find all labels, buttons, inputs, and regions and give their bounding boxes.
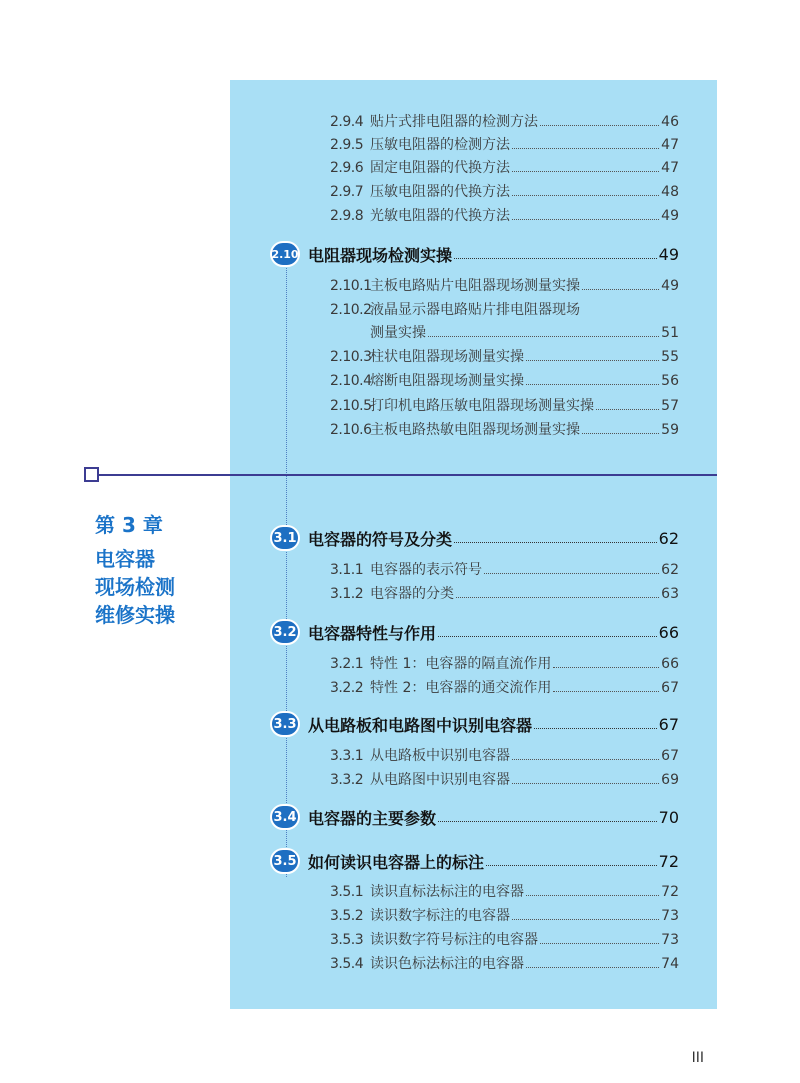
toc-entry[interactable] — [330, 769, 679, 791]
entry-page: 72 — [661, 884, 679, 900]
entry-title: 读识数字符号标注的电容器 — [370, 932, 538, 948]
entry-page: 74 — [661, 956, 679, 972]
leader-dots — [512, 171, 659, 172]
toc-entry[interactable] — [330, 111, 679, 133]
entry-page: 59 — [661, 422, 679, 438]
leader-dots — [484, 573, 659, 574]
entry-page: 55 — [661, 349, 679, 365]
entry-page: 49 — [661, 278, 679, 294]
toc-entry[interactable] — [330, 134, 679, 156]
entry-page: 67 — [661, 680, 679, 696]
entry-title-continued: 测量实操 — [370, 325, 426, 341]
entry-page: 67 — [661, 748, 679, 764]
entry-title: 特性 1：电容器的隔直流作用 — [370, 656, 552, 672]
toc-entry[interactable] — [330, 953, 679, 975]
section-page: 49 — [658, 244, 679, 264]
entry-title: 贴片式排电阻器的检测方法 — [370, 114, 538, 130]
section-badge: 3.1 — [270, 525, 300, 551]
leader-dots — [454, 258, 657, 259]
entry-page: 63 — [661, 586, 679, 602]
entry-title: 光敏电阻器的代换方法 — [370, 208, 510, 224]
toc-entry[interactable] — [330, 395, 679, 417]
leader-dots — [534, 728, 657, 729]
entry-title: 压敏电阻器的检测方法 — [370, 137, 510, 153]
leader-dots — [428, 336, 659, 337]
chapter-number: 第 3 章 — [95, 513, 163, 537]
section-page: 72 — [658, 851, 679, 871]
entry-number: 3.5.3 — [330, 932, 364, 948]
section-badge: 2.10 — [270, 241, 300, 267]
entry-title: 从电路板中识别电容器 — [370, 748, 510, 764]
entry-title: 柱状电阻器现场测量实操 — [370, 349, 524, 365]
entry-title: 液晶显示器电路贴片排电阻器现场 — [370, 302, 580, 318]
section-badge: 3.2 — [270, 619, 300, 645]
toc-entry[interactable] — [330, 677, 679, 699]
toc-entry[interactable] — [330, 299, 679, 321]
toc-section[interactable] — [270, 710, 679, 738]
entry-page: 56 — [661, 373, 679, 389]
entry-page: 73 — [661, 932, 679, 948]
leader-dots — [582, 433, 659, 434]
section-page: 66 — [658, 622, 679, 642]
toc-section[interactable] — [270, 524, 679, 552]
entry-number: 2.9.4 — [330, 114, 364, 130]
toc-section[interactable] — [270, 240, 679, 268]
toc-entry[interactable] — [330, 881, 679, 903]
leader-dots — [454, 542, 657, 543]
toc-entry[interactable] — [330, 583, 679, 605]
leader-dots — [512, 219, 659, 220]
entry-page: 51 — [661, 325, 679, 341]
toc-entry[interactable] — [330, 653, 679, 675]
entry-number: 2.10.2 — [330, 302, 372, 318]
entry-title: 打印机电路压敏电阻器现场测量实操 — [370, 398, 594, 414]
entry-number: 3.2.2 — [330, 680, 364, 696]
leader-dots — [582, 289, 659, 290]
entry-number: 3.5.2 — [330, 908, 364, 924]
chapter-title-line: 现场检测 — [95, 575, 175, 599]
entry-page: 69 — [661, 772, 679, 788]
entry-number: 2.9.8 — [330, 208, 364, 224]
entry-title: 熔断电阻器现场测量实操 — [370, 373, 524, 389]
toc-section[interactable] — [270, 618, 679, 646]
toc-section[interactable] — [270, 847, 679, 875]
section-title: 从电路板和电路图中识别电容器 — [308, 715, 533, 735]
leader-dots — [526, 895, 659, 896]
entry-page: 48 — [661, 184, 679, 200]
leader-dots — [438, 636, 657, 637]
chapter-title-line: 电容器 — [95, 547, 155, 571]
entry-number: 3.3.2 — [330, 772, 364, 788]
chapter-title — [95, 545, 175, 629]
entry-page: 66 — [661, 656, 679, 672]
entry-page: 47 — [661, 137, 679, 153]
toc-entry[interactable] — [330, 745, 679, 767]
entry-number: 3.1.1 — [330, 562, 364, 578]
toc-entry[interactable] — [330, 157, 679, 179]
entry-page: 57 — [661, 398, 679, 414]
section-badge: 3.3 — [270, 711, 300, 737]
entry-title: 特性 2：电容器的通交流作用 — [370, 680, 552, 696]
entry-number: 3.5.4 — [330, 956, 364, 972]
leader-dots — [540, 125, 659, 126]
toc-entry[interactable] — [330, 419, 679, 441]
toc-entry[interactable] — [330, 370, 679, 392]
section-title: 电容器的主要参数 — [308, 808, 437, 828]
section-title: 电容器特性与作用 — [308, 623, 437, 643]
leader-dots — [486, 865, 657, 866]
chapter-title-line: 维修实操 — [95, 603, 175, 627]
toc-entry[interactable] — [330, 559, 679, 581]
leader-dots — [540, 943, 659, 944]
entry-number: 2.10.5 — [330, 398, 372, 414]
chapter-rule — [95, 474, 717, 476]
entry-title: 读识数字标注的电容器 — [370, 908, 510, 924]
leader-dots — [438, 821, 657, 822]
section-title: 电阻器现场检测实操 — [308, 245, 453, 265]
leader-dots — [553, 691, 659, 692]
toc-entry-continued[interactable] — [370, 322, 679, 344]
leader-dots — [512, 919, 659, 920]
entry-number: 3.1.2 — [330, 586, 364, 602]
toc-entry[interactable] — [330, 205, 679, 227]
section-connector-line — [286, 262, 287, 877]
section-title: 如何读识电容器上的标注 — [308, 852, 485, 872]
section-title: 电容器的符号及分类 — [308, 529, 453, 549]
toc-entry[interactable] — [330, 181, 679, 203]
page-number: III — [691, 1050, 704, 1066]
entry-number: 2.9.6 — [330, 160, 364, 176]
entry-number: 2.9.5 — [330, 137, 364, 153]
section-page: 67 — [658, 714, 679, 734]
entry-number: 3.5.1 — [330, 884, 364, 900]
entry-page: 73 — [661, 908, 679, 924]
entry-title: 从电路图中识别电容器 — [370, 772, 510, 788]
entry-title: 电容器的表示符号 — [370, 562, 482, 578]
entry-number: 3.3.1 — [330, 748, 364, 764]
entry-title: 电容器的分类 — [370, 586, 454, 602]
leader-dots — [512, 195, 659, 196]
leader-dots — [553, 667, 659, 668]
entry-title: 读识直标法标注的电容器 — [370, 884, 524, 900]
entry-title: 固定电阻器的代换方法 — [370, 160, 510, 176]
leader-dots — [512, 148, 659, 149]
entry-page: 46 — [661, 114, 679, 130]
chapter-marker-icon — [84, 467, 99, 482]
entry-number: 2.9.7 — [330, 184, 364, 200]
toc-entry[interactable] — [330, 275, 679, 297]
entry-number: 2.10.4 — [330, 373, 372, 389]
entry-number: 3.2.1 — [330, 656, 364, 672]
toc-entry[interactable] — [330, 929, 679, 951]
leader-dots — [456, 597, 659, 598]
entry-title: 主板电路热敏电阻器现场测量实操 — [370, 422, 580, 438]
leader-dots — [526, 384, 659, 385]
leader-dots — [526, 360, 659, 361]
leader-dots — [512, 783, 659, 784]
entry-number: 2.10.6 — [330, 422, 372, 438]
section-badge: 3.5 — [270, 848, 300, 874]
toc-section[interactable] — [270, 803, 679, 831]
leader-dots — [526, 967, 659, 968]
leader-dots — [596, 409, 659, 410]
section-badge: 3.4 — [270, 804, 300, 830]
toc-entry[interactable] — [330, 905, 679, 927]
entry-title: 主板电路贴片电阻器现场测量实操 — [370, 278, 580, 294]
entry-page: 47 — [661, 160, 679, 176]
toc-entry[interactable] — [330, 346, 679, 368]
entry-page: 49 — [661, 208, 679, 224]
entry-number: 2.10.1 — [330, 278, 372, 294]
entry-title: 读识色标法标注的电容器 — [370, 956, 524, 972]
section-page: 70 — [658, 807, 679, 827]
entry-number: 2.10.3 — [330, 349, 372, 365]
leader-dots — [512, 759, 659, 760]
entry-page: 62 — [661, 562, 679, 578]
entry-title: 压敏电阻器的代换方法 — [370, 184, 510, 200]
section-page: 62 — [658, 528, 679, 548]
